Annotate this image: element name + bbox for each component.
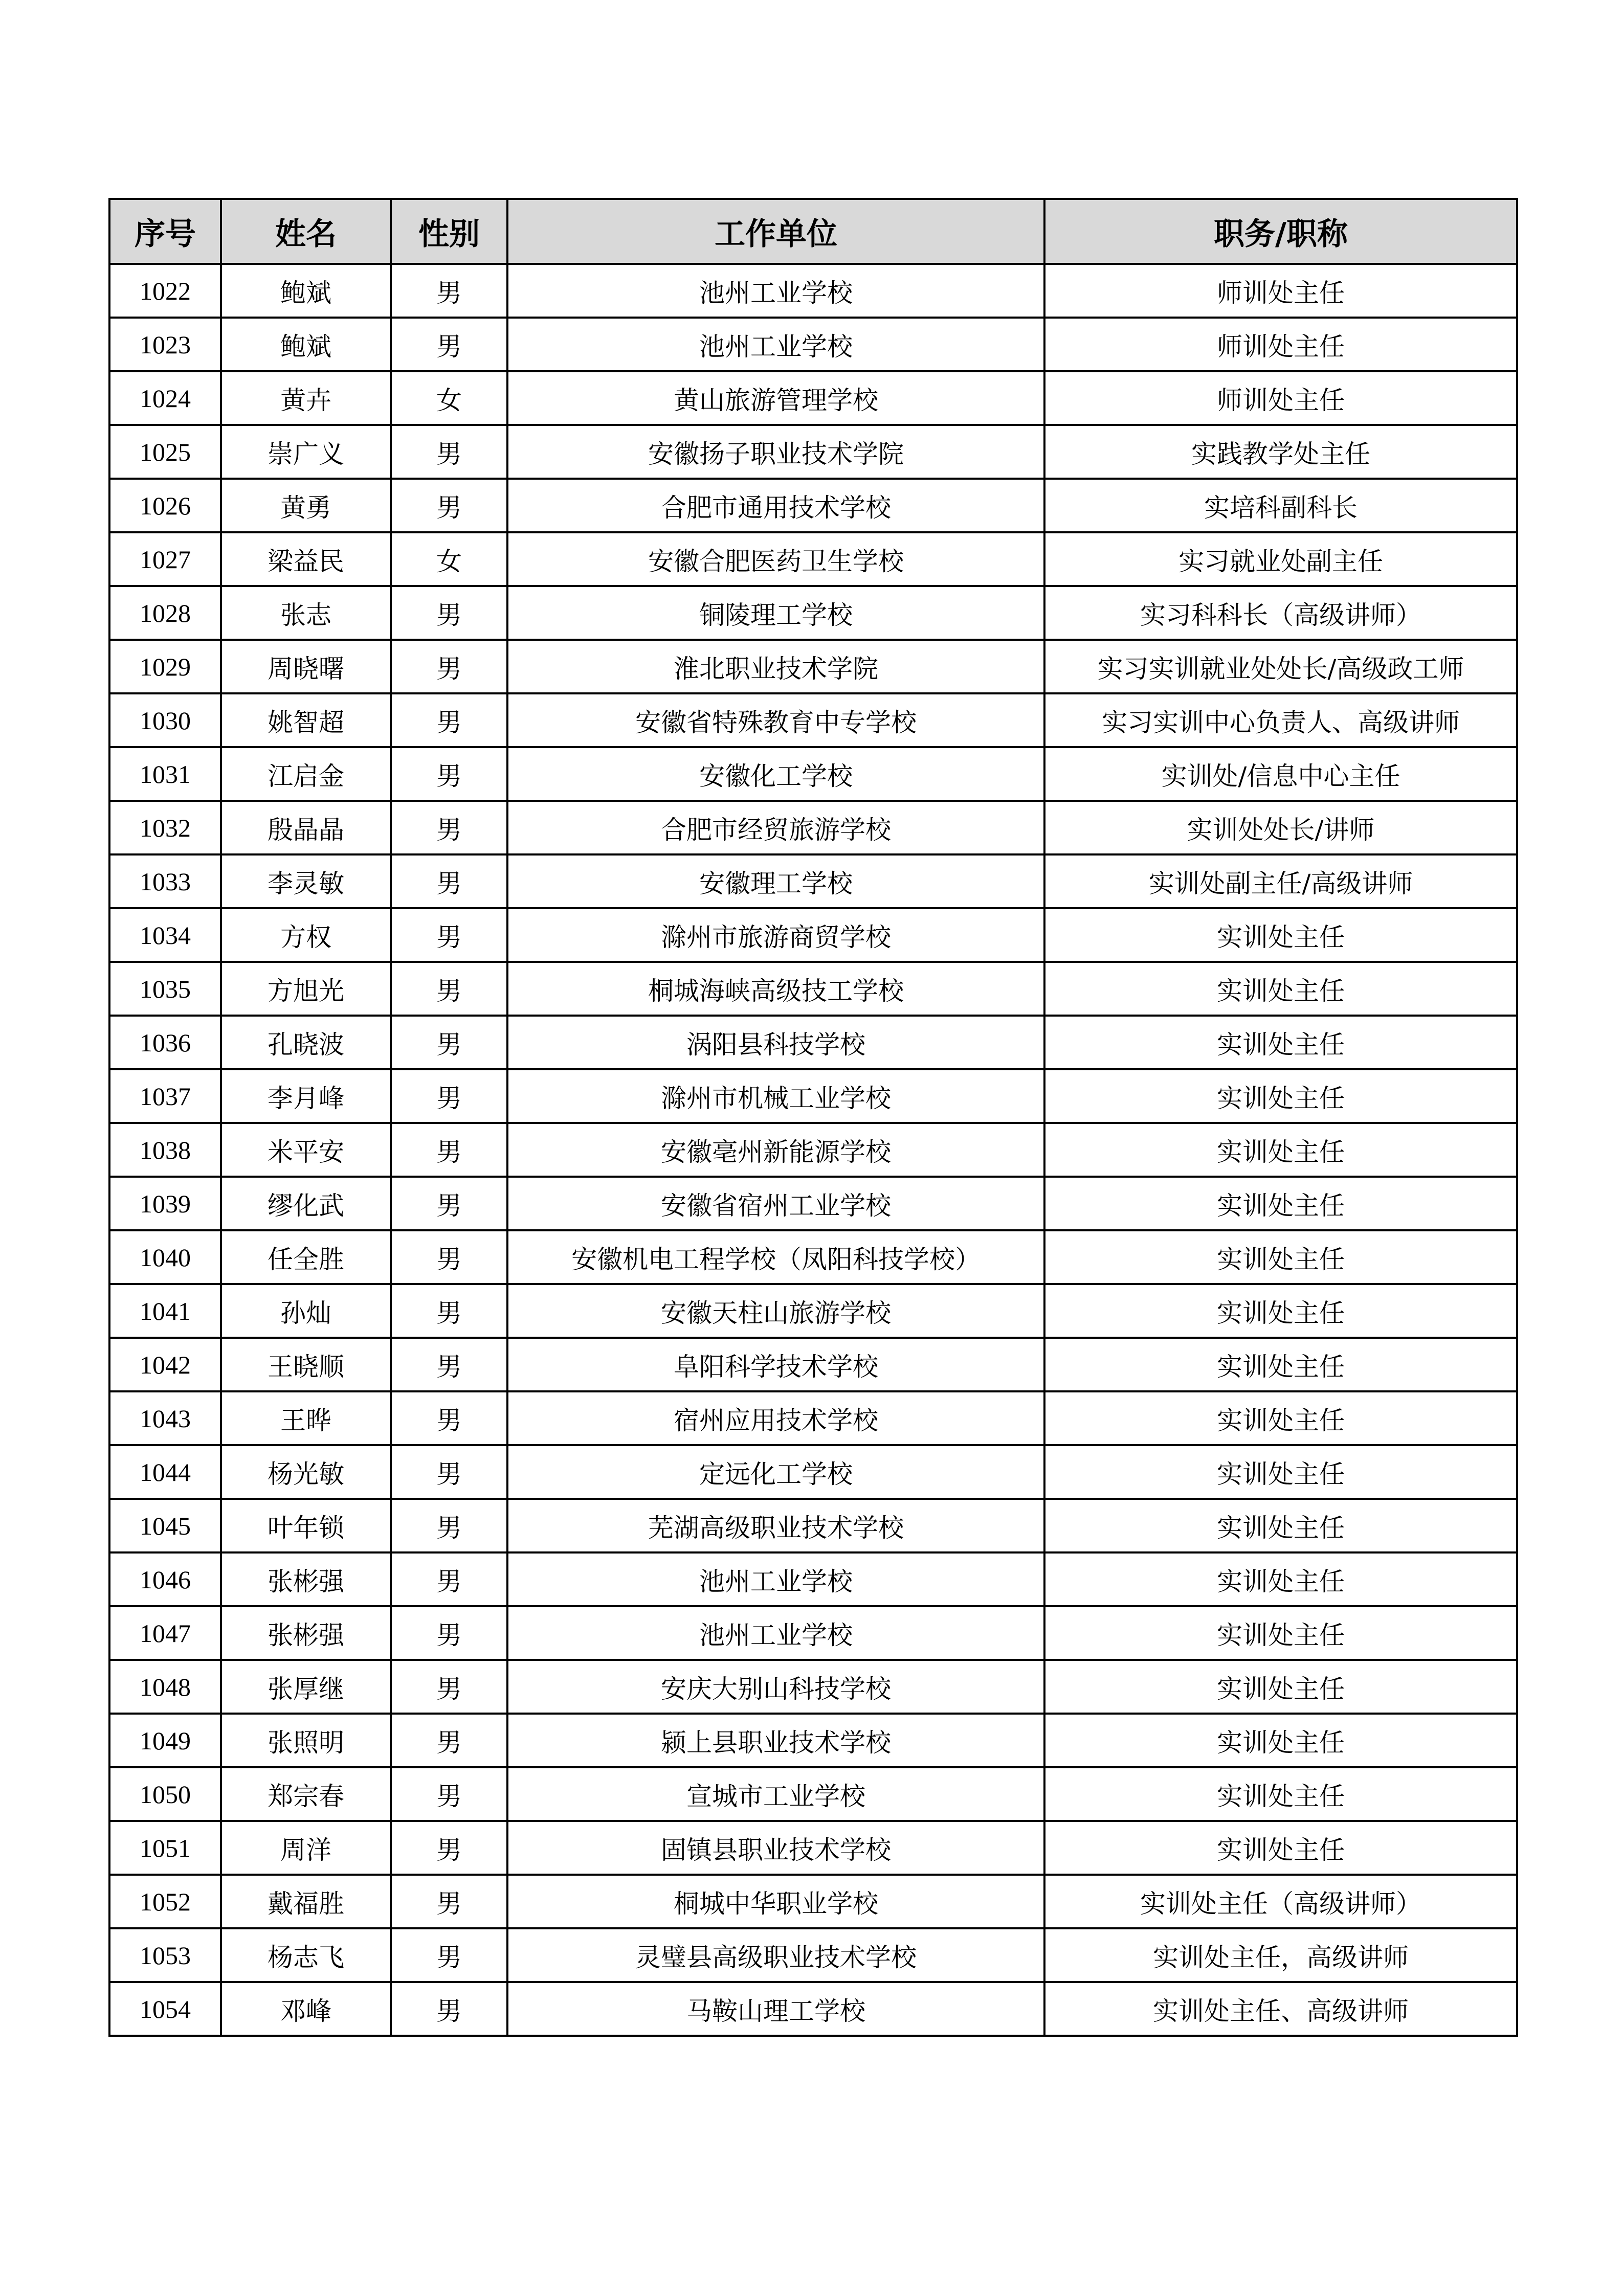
cell-gender: 男 bbox=[391, 854, 507, 908]
table-row bbox=[109, 1928, 1517, 1982]
cell-name: 姚智超 bbox=[221, 693, 391, 747]
cell-position-title: 实习科科长（高级讲师） bbox=[1044, 586, 1517, 640]
cell-serial-number: 1036 bbox=[109, 1016, 221, 1069]
table-row bbox=[109, 801, 1517, 854]
cell-position-title: 实训处主任 bbox=[1044, 1284, 1517, 1338]
table-row bbox=[109, 425, 1517, 479]
cell-work-unit: 灵璧县高级职业技术学校 bbox=[507, 1928, 1044, 1982]
cell-gender: 男 bbox=[391, 640, 507, 693]
cell-position-title: 实习实训中心负责人、高级讲师 bbox=[1044, 693, 1517, 747]
cell-serial-number: 1028 bbox=[109, 586, 221, 640]
cell-position-title: 实训处主任，高级讲师 bbox=[1044, 1928, 1517, 1982]
cell-gender: 男 bbox=[391, 318, 507, 371]
table-row bbox=[109, 264, 1517, 318]
cell-position-title: 实训处主任 bbox=[1044, 1123, 1517, 1177]
cell-name: 叶年锁 bbox=[221, 1499, 391, 1552]
cell-position-title: 实训处/信息中心主任 bbox=[1044, 747, 1517, 801]
cell-serial-number: 1037 bbox=[109, 1069, 221, 1123]
cell-position-title: 实训处主任 bbox=[1044, 1177, 1517, 1230]
cell-gender: 男 bbox=[391, 801, 507, 854]
cell-name: 张志 bbox=[221, 586, 391, 640]
cell-name: 方旭光 bbox=[221, 962, 391, 1016]
cell-serial-number: 1050 bbox=[109, 1767, 221, 1821]
cell-name: 殷晶晶 bbox=[221, 801, 391, 854]
table-row bbox=[109, 1445, 1517, 1499]
cell-name: 米平安 bbox=[221, 1123, 391, 1177]
cell-position-title: 实训处主任 bbox=[1044, 1821, 1517, 1875]
table-row bbox=[109, 1016, 1517, 1069]
cell-name: 周晓曙 bbox=[221, 640, 391, 693]
header-row bbox=[109, 199, 1517, 264]
cell-gender: 男 bbox=[391, 1606, 507, 1660]
cell-work-unit: 桐城海峡高级技工学校 bbox=[507, 962, 1044, 1016]
cell-name: 黄勇 bbox=[221, 479, 391, 532]
cell-serial-number: 1051 bbox=[109, 1821, 221, 1875]
cell-name: 方权 bbox=[221, 908, 391, 962]
cell-position-title: 实训处处长/讲师 bbox=[1044, 801, 1517, 854]
cell-position-title: 师训处主任 bbox=[1044, 318, 1517, 371]
cell-name: 张照明 bbox=[221, 1714, 391, 1767]
cell-name: 张彬强 bbox=[221, 1552, 391, 1606]
cell-serial-number: 1044 bbox=[109, 1445, 221, 1499]
cell-position-title: 实训处主任 bbox=[1044, 1660, 1517, 1714]
cell-work-unit: 安徽省特殊教育中专学校 bbox=[507, 693, 1044, 747]
cell-name: 邓峰 bbox=[221, 1982, 391, 2036]
roster-table bbox=[108, 198, 1518, 2037]
cell-gender: 男 bbox=[391, 1391, 507, 1445]
header-gender: 性别 bbox=[391, 199, 507, 264]
cell-name: 江启金 bbox=[221, 747, 391, 801]
cell-work-unit: 马鞍山理工学校 bbox=[507, 1982, 1044, 2036]
cell-gender: 男 bbox=[391, 908, 507, 962]
cell-name: 戴福胜 bbox=[221, 1875, 391, 1928]
cell-serial-number: 1023 bbox=[109, 318, 221, 371]
cell-serial-number: 1030 bbox=[109, 693, 221, 747]
table-row bbox=[109, 962, 1517, 1016]
cell-gender: 女 bbox=[391, 371, 507, 425]
cell-work-unit: 安徽天柱山旅游学校 bbox=[507, 1284, 1044, 1338]
cell-serial-number: 1022 bbox=[109, 264, 221, 318]
cell-work-unit: 阜阳科学技术学校 bbox=[507, 1338, 1044, 1391]
cell-serial-number: 1026 bbox=[109, 479, 221, 532]
table-row bbox=[109, 479, 1517, 532]
cell-serial-number: 1049 bbox=[109, 1714, 221, 1767]
cell-name: 王晔 bbox=[221, 1391, 391, 1445]
cell-gender: 男 bbox=[391, 747, 507, 801]
cell-position-title: 实训处主任 bbox=[1044, 1016, 1517, 1069]
cell-name: 李月峰 bbox=[221, 1069, 391, 1123]
cell-name: 黄卉 bbox=[221, 371, 391, 425]
cell-work-unit: 黄山旅游管理学校 bbox=[507, 371, 1044, 425]
cell-gender: 男 bbox=[391, 693, 507, 747]
cell-position-title: 实训处主任 bbox=[1044, 1714, 1517, 1767]
cell-work-unit: 合肥市通用技术学校 bbox=[507, 479, 1044, 532]
cell-gender: 男 bbox=[391, 1284, 507, 1338]
cell-position-title: 实训处主任、高级讲师 bbox=[1044, 1982, 1517, 2036]
cell-work-unit: 安徽省宿州工业学校 bbox=[507, 1177, 1044, 1230]
cell-serial-number: 1046 bbox=[109, 1552, 221, 1606]
cell-serial-number: 1040 bbox=[109, 1230, 221, 1284]
cell-gender: 男 bbox=[391, 1714, 507, 1767]
header-position-title: 职务/职称 bbox=[1044, 199, 1517, 264]
cell-position-title: 实习就业处副主任 bbox=[1044, 532, 1517, 586]
cell-gender: 男 bbox=[391, 1821, 507, 1875]
cell-name: 周洋 bbox=[221, 1821, 391, 1875]
cell-serial-number: 1035 bbox=[109, 962, 221, 1016]
table-row bbox=[109, 586, 1517, 640]
cell-work-unit: 芜湖高级职业技术学校 bbox=[507, 1499, 1044, 1552]
header-name: 姓名 bbox=[221, 199, 391, 264]
cell-work-unit: 池州工业学校 bbox=[507, 1552, 1044, 1606]
cell-name: 任全胜 bbox=[221, 1230, 391, 1284]
table-row bbox=[109, 1552, 1517, 1606]
cell-work-unit: 桐城中华职业学校 bbox=[507, 1875, 1044, 1928]
cell-serial-number: 1029 bbox=[109, 640, 221, 693]
cell-gender: 男 bbox=[391, 1069, 507, 1123]
cell-name: 崇广义 bbox=[221, 425, 391, 479]
cell-work-unit: 安徽亳州新能源学校 bbox=[507, 1123, 1044, 1177]
cell-position-title: 实训处主任 bbox=[1044, 908, 1517, 962]
table-row bbox=[109, 640, 1517, 693]
cell-work-unit: 池州工业学校 bbox=[507, 1606, 1044, 1660]
cell-gender: 男 bbox=[391, 1928, 507, 1982]
cell-position-title: 实践教学处主任 bbox=[1044, 425, 1517, 479]
cell-gender: 男 bbox=[391, 1875, 507, 1928]
cell-work-unit: 铜陵理工学校 bbox=[507, 586, 1044, 640]
cell-name: 张彬强 bbox=[221, 1606, 391, 1660]
cell-position-title: 实训处主任 bbox=[1044, 1499, 1517, 1552]
cell-name: 郑宗春 bbox=[221, 1767, 391, 1821]
table-row bbox=[109, 1230, 1517, 1284]
table-row bbox=[109, 1069, 1517, 1123]
cell-position-title: 实训处主任 bbox=[1044, 1338, 1517, 1391]
cell-work-unit: 池州工业学校 bbox=[507, 318, 1044, 371]
cell-gender: 男 bbox=[391, 1499, 507, 1552]
cell-gender: 男 bbox=[391, 1123, 507, 1177]
cell-serial-number: 1053 bbox=[109, 1928, 221, 1982]
cell-serial-number: 1038 bbox=[109, 1123, 221, 1177]
cell-position-title: 师训处主任 bbox=[1044, 371, 1517, 425]
cell-gender: 男 bbox=[391, 1177, 507, 1230]
table-body bbox=[109, 264, 1517, 2036]
cell-name: 杨光敏 bbox=[221, 1445, 391, 1499]
cell-serial-number: 1032 bbox=[109, 801, 221, 854]
cell-work-unit: 安徽机电工程学校（凤阳科技学校） bbox=[507, 1230, 1044, 1284]
cell-work-unit: 安徽化工学校 bbox=[507, 747, 1044, 801]
cell-name: 孔晓波 bbox=[221, 1016, 391, 1069]
cell-position-title: 实训处主任 bbox=[1044, 1069, 1517, 1123]
table-row bbox=[109, 1767, 1517, 1821]
table-row bbox=[109, 908, 1517, 962]
cell-serial-number: 1042 bbox=[109, 1338, 221, 1391]
cell-gender: 男 bbox=[391, 1552, 507, 1606]
table-row bbox=[109, 371, 1517, 425]
cell-name: 鲍斌 bbox=[221, 318, 391, 371]
cell-position-title: 实训处主任 bbox=[1044, 1767, 1517, 1821]
cell-position-title: 实训处主任 bbox=[1044, 1606, 1517, 1660]
cell-work-unit: 滁州市机械工业学校 bbox=[507, 1069, 1044, 1123]
cell-gender: 男 bbox=[391, 1982, 507, 2036]
table-header bbox=[109, 199, 1517, 264]
cell-gender: 男 bbox=[391, 962, 507, 1016]
cell-serial-number: 1039 bbox=[109, 1177, 221, 1230]
cell-name: 张厚继 bbox=[221, 1660, 391, 1714]
cell-serial-number: 1048 bbox=[109, 1660, 221, 1714]
cell-position-title: 师训处主任 bbox=[1044, 264, 1517, 318]
cell-work-unit: 宣城市工业学校 bbox=[507, 1767, 1044, 1821]
cell-serial-number: 1031 bbox=[109, 747, 221, 801]
cell-gender: 男 bbox=[391, 1767, 507, 1821]
cell-work-unit: 滁州市旅游商贸学校 bbox=[507, 908, 1044, 962]
cell-gender: 男 bbox=[391, 1016, 507, 1069]
cell-serial-number: 1043 bbox=[109, 1391, 221, 1445]
cell-name: 孙灿 bbox=[221, 1284, 391, 1338]
cell-position-title: 实训处主任 bbox=[1044, 1391, 1517, 1445]
cell-name: 杨志飞 bbox=[221, 1928, 391, 1982]
cell-work-unit: 合肥市经贸旅游学校 bbox=[507, 801, 1044, 854]
header-serial-number: 序号 bbox=[109, 199, 221, 264]
table-row bbox=[109, 1284, 1517, 1338]
cell-gender: 女 bbox=[391, 532, 507, 586]
table-row bbox=[109, 747, 1517, 801]
table-row bbox=[109, 1821, 1517, 1875]
table-row bbox=[109, 1391, 1517, 1445]
cell-serial-number: 1027 bbox=[109, 532, 221, 586]
cell-work-unit: 固镇县职业技术学校 bbox=[507, 1821, 1044, 1875]
cell-position-title: 实训处副主任/高级讲师 bbox=[1044, 854, 1517, 908]
cell-gender: 男 bbox=[391, 425, 507, 479]
table-row bbox=[109, 1123, 1517, 1177]
table-row bbox=[109, 1714, 1517, 1767]
table-row bbox=[109, 1177, 1517, 1230]
cell-serial-number: 1045 bbox=[109, 1499, 221, 1552]
cell-name: 梁益民 bbox=[221, 532, 391, 586]
cell-position-title: 实训处主任 bbox=[1044, 962, 1517, 1016]
cell-serial-number: 1047 bbox=[109, 1606, 221, 1660]
cell-position-title: 实训处主任（高级讲师） bbox=[1044, 1875, 1517, 1928]
cell-gender: 男 bbox=[391, 264, 507, 318]
cell-gender: 男 bbox=[391, 1230, 507, 1284]
cell-position-title: 实训处主任 bbox=[1044, 1230, 1517, 1284]
cell-gender: 男 bbox=[391, 1338, 507, 1391]
cell-serial-number: 1024 bbox=[109, 371, 221, 425]
cell-serial-number: 1025 bbox=[109, 425, 221, 479]
cell-work-unit: 定远化工学校 bbox=[507, 1445, 1044, 1499]
cell-work-unit: 安庆大别山科技学校 bbox=[507, 1660, 1044, 1714]
cell-work-unit: 颍上县职业技术学校 bbox=[507, 1714, 1044, 1767]
cell-name: 王晓顺 bbox=[221, 1338, 391, 1391]
table-row bbox=[109, 1660, 1517, 1714]
cell-work-unit: 安徽理工学校 bbox=[507, 854, 1044, 908]
cell-position-title: 实习实训就业处处长/高级政工师 bbox=[1044, 640, 1517, 693]
cell-work-unit: 淮北职业技术学院 bbox=[507, 640, 1044, 693]
cell-work-unit: 涡阳县科技学校 bbox=[507, 1016, 1044, 1069]
cell-work-unit: 安徽扬子职业技术学院 bbox=[507, 425, 1044, 479]
cell-gender: 男 bbox=[391, 479, 507, 532]
cell-serial-number: 1041 bbox=[109, 1284, 221, 1338]
cell-name: 李灵敏 bbox=[221, 854, 391, 908]
header-work-unit: 工作单位 bbox=[507, 199, 1044, 264]
table-row bbox=[109, 1875, 1517, 1928]
table-row bbox=[109, 1499, 1517, 1552]
cell-gender: 男 bbox=[391, 1445, 507, 1499]
cell-work-unit: 宿州应用技术学校 bbox=[507, 1391, 1044, 1445]
cell-position-title: 实培科副科长 bbox=[1044, 479, 1517, 532]
cell-gender: 男 bbox=[391, 586, 507, 640]
table-row bbox=[109, 532, 1517, 586]
table-row bbox=[109, 854, 1517, 908]
cell-work-unit: 安徽合肥医药卫生学校 bbox=[507, 532, 1044, 586]
cell-work-unit: 池州工业学校 bbox=[507, 264, 1044, 318]
table-row bbox=[109, 693, 1517, 747]
cell-serial-number: 1054 bbox=[109, 1982, 221, 2036]
cell-serial-number: 1034 bbox=[109, 908, 221, 962]
cell-position-title: 实训处主任 bbox=[1044, 1552, 1517, 1606]
cell-position-title: 实训处主任 bbox=[1044, 1445, 1517, 1499]
table-row bbox=[109, 1338, 1517, 1391]
cell-serial-number: 1033 bbox=[109, 854, 221, 908]
table-row bbox=[109, 1982, 1517, 2036]
cell-name: 缪化武 bbox=[221, 1177, 391, 1230]
table-row bbox=[109, 1606, 1517, 1660]
cell-serial-number: 1052 bbox=[109, 1875, 221, 1928]
table-row bbox=[109, 318, 1517, 371]
cell-name: 鲍斌 bbox=[221, 264, 391, 318]
cell-gender: 男 bbox=[391, 1660, 507, 1714]
